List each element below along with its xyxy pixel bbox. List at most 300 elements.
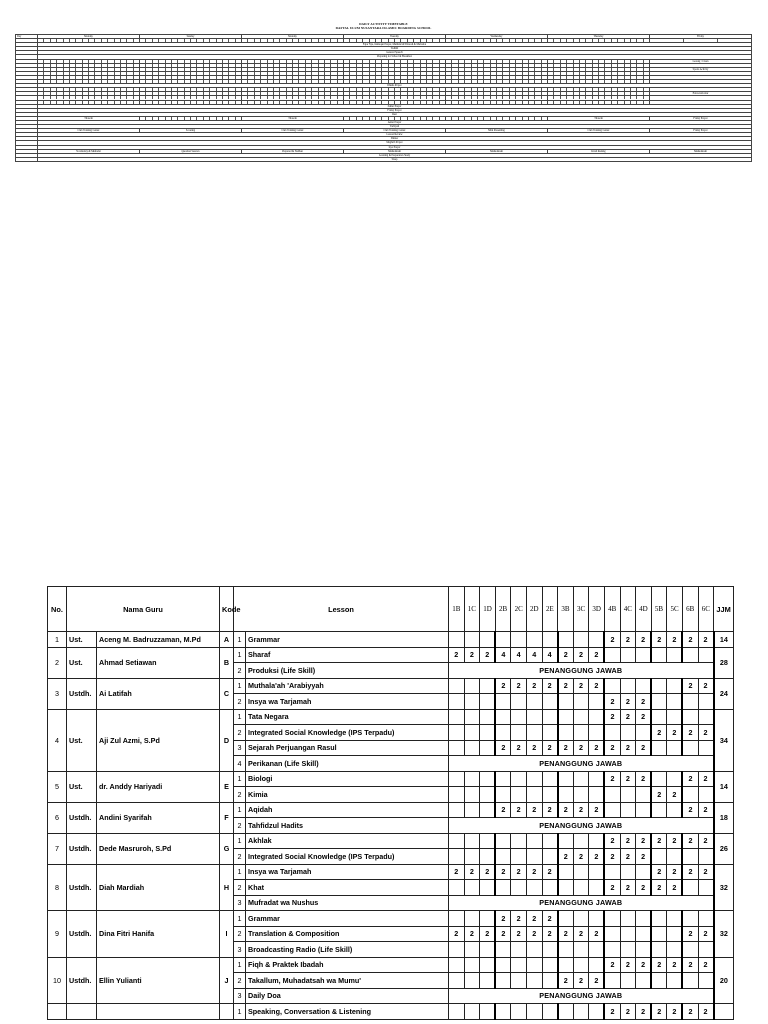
hours-cell: 2 [620,694,636,710]
hours-cell [667,694,683,710]
hours-cell: 2 [682,957,698,973]
hours-cell: 2 [526,926,542,942]
hours-cell [480,771,496,787]
hours-cell [495,942,511,958]
hours-cell [620,678,636,694]
hours-cell: 2 [558,973,574,989]
lesson-number: 2 [234,973,246,989]
teacher-number [48,1004,67,1020]
activity-cell: Lesson Review [38,133,752,137]
class-strip [344,80,446,84]
activity-cell: Dhuha Prayer [38,84,752,88]
teacher-code: D [220,709,234,771]
hours-cell [651,849,667,865]
hours-cell [589,632,605,648]
day-header: Day [16,35,38,39]
class-strip [242,92,344,96]
hours-cell [698,694,714,710]
hours-cell [542,957,558,973]
teacher-code: F [220,802,234,833]
responsible-note: PENANGGUNG JAWAB [449,663,714,679]
hours-cell [620,911,636,927]
hours-cell [480,678,496,694]
lesson-number: 3 [234,740,246,756]
class-strip [140,100,242,104]
hours-cell: 2 [526,802,542,818]
activity-cell: Extracurricular [650,92,752,96]
header-class: 4B [604,587,620,632]
hours-cell [667,740,683,756]
header-class: 2C [511,587,527,632]
class-strip [140,92,242,96]
lesson-number: 2 [234,880,246,896]
lesson-number: 1 [234,678,246,694]
hours-cell [667,926,683,942]
teacher-number: 3 [48,678,67,709]
hours-cell [573,725,589,741]
hours-cell: 2 [558,647,574,663]
header-class: 1B [449,587,465,632]
hours-cell: 2 [620,771,636,787]
hours-cell [682,880,698,896]
teacher-number: 7 [48,833,67,864]
hours-cell [651,802,667,818]
lesson-name: Tata Negara [246,709,449,725]
hours-cell: 2 [589,973,605,989]
hours-cell [636,973,652,989]
hours-cell: 2 [636,771,652,787]
hours-cell [620,647,636,663]
hours-cell: 2 [604,771,620,787]
hours-cell [480,787,496,803]
hours-cell [589,957,605,973]
hours-cell: 2 [604,849,620,865]
hours-cell [542,694,558,710]
lesson-number: 2 [234,663,246,679]
hours-cell [464,911,480,927]
hours-cell [667,678,683,694]
hours-cell: 2 [495,740,511,756]
hours-cell: 2 [464,864,480,880]
class-strip [446,88,548,92]
hours-cell: 2 [573,849,589,865]
activity-cell: Zuhur Prayer [38,104,752,108]
hours-cell [511,957,527,973]
class-strip [140,59,242,63]
table-row [48,833,734,849]
hours-cell [604,926,620,942]
hours-cell [526,833,542,849]
class-strip [446,63,548,67]
timetable-row [16,157,752,161]
activity-cell: Club Training Center [548,129,650,133]
hours-cell [449,849,465,865]
activity-cell: Muhadatsah [344,149,446,153]
hours-cell [573,957,589,973]
hours-cell [604,647,620,663]
lesson-name: Akhlak [246,833,449,849]
hours-cell: 2 [698,1004,714,1020]
teacher-name: Ellin Yulianti [97,957,220,1004]
hours-cell [558,942,574,958]
class-strip [38,59,140,63]
timetable-grid [15,34,752,162]
teacher-jjm: 32 [714,911,734,958]
hours-cell [573,632,589,648]
table-row [48,709,734,725]
hours-cell [698,942,714,958]
responsible-note: PENANGGUNG JAWAB [449,895,714,911]
table-row [48,678,734,694]
hours-cell: 2 [558,802,574,818]
activity-cell: General Speech [38,51,752,55]
lesson-number: 3 [234,988,246,1004]
hours-cell [480,957,496,973]
class-strip [38,71,140,75]
teacher-name: Aceng M. Badruzzaman, M.Pd [97,632,220,648]
activity-cell: Vocabulary & Mufradat [38,149,140,153]
hours-cell [449,678,465,694]
class-strip [242,63,344,67]
hours-cell [449,694,465,710]
hours-cell: 2 [636,632,652,648]
hours-cell [558,911,574,927]
class-strip [140,39,242,43]
hours-cell [526,694,542,710]
lesson-name: Daily Doa [246,988,449,1004]
hours-cell: 2 [636,740,652,756]
hours-cell [589,771,605,787]
hours-cell [620,864,636,880]
hours-cell [573,833,589,849]
class-strip [446,100,548,104]
hours-cell: 2 [620,833,636,849]
teacher-name: Dina Fitri Hanifa [97,911,220,958]
teacher-jjm: 26 [714,833,734,864]
hours-cell: 2 [682,632,698,648]
hours-cell [604,864,620,880]
hours-cell: 2 [511,926,527,942]
class-strip [344,75,446,79]
class-strip [38,63,140,67]
hours-cell [511,849,527,865]
header-class: 2E [542,587,558,632]
activity-cell: Preparing for School & Breakfast [38,55,752,59]
class-strip [548,71,650,75]
responsible-note: PENANGGUNG JAWAB [449,818,714,834]
hours-cell [464,880,480,896]
class-strip [548,75,650,79]
activity-cell: Mini Presenting [446,129,548,133]
hours-cell [449,802,465,818]
hours-cell [636,802,652,818]
lesson-name: Sharaf [246,647,449,663]
teacher-title: Ustdh. [67,833,97,864]
hours-cell [604,787,620,803]
hours-cell: 2 [542,802,558,818]
hours-cell: 2 [620,880,636,896]
class-strip [140,116,242,120]
hours-cell: 2 [667,787,683,803]
hours-cell [511,771,527,787]
hours-cell [449,740,465,756]
hours-cell [573,880,589,896]
hours-cell: 2 [542,740,558,756]
hours-cell [651,709,667,725]
hours-cell: 2 [636,880,652,896]
hours-cell [464,849,480,865]
hours-cell [464,771,480,787]
lesson-name: Kimia [246,787,449,803]
hours-cell [542,833,558,849]
hours-cell [558,771,574,787]
hours-cell [495,833,511,849]
hours-cell [558,864,574,880]
hours-cell [667,771,683,787]
hours-cell [682,849,698,865]
hours-cell [511,787,527,803]
class-strip [446,96,548,100]
hours-cell: 2 [636,1004,652,1020]
hours-cell: 2 [682,725,698,741]
teacher-title: Ustdh. [67,678,97,709]
class-strip [548,88,650,92]
class-strip [548,63,650,67]
hours-cell [682,787,698,803]
hours-cell: 2 [495,911,511,927]
class-strip [344,63,446,67]
hours-cell [620,725,636,741]
hours-cell [495,709,511,725]
hours-cell [620,926,636,942]
lesson-name: Mufradat wa Nushus [246,895,449,911]
hours-cell: 2 [636,709,652,725]
hours-cell [636,647,652,663]
class-strip [140,63,242,67]
lesson-number: 2 [234,725,246,741]
hours-cell: 2 [511,911,527,927]
hours-cell [573,709,589,725]
hours-cell: 2 [604,694,620,710]
class-strip [548,67,650,71]
hours-cell: 2 [573,926,589,942]
teacher-name [97,1004,220,1020]
hours-cell [573,694,589,710]
teacher-title: Ustdh. [67,864,97,911]
teacher-code: B [220,647,234,678]
teacher-schedule [47,586,733,1020]
hours-cell: 2 [698,725,714,741]
teacher-title: Ust. [67,632,97,648]
hours-cell: 2 [604,1004,620,1020]
activity-cell: Kitab Kuning [548,149,650,153]
hours-cell [636,911,652,927]
header-class: 4C [620,587,636,632]
hours-cell [449,632,465,648]
hours-cell [589,880,605,896]
hours-cell [558,725,574,741]
hours-cell [542,771,558,787]
teacher-jjm: 34 [714,709,734,771]
hours-cell [604,802,620,818]
hours-cell: 2 [480,864,496,880]
day-label: Tuesday [344,35,446,39]
lesson-name: Insya wa Tarjamah [246,694,449,710]
hours-cell [667,647,683,663]
hours-cell [526,942,542,958]
hours-cell: 2 [636,849,652,865]
hours-cell [636,725,652,741]
hours-cell [682,694,698,710]
hours-cell: 2 [589,926,605,942]
teacher-jjm: 24 [714,678,734,709]
hours-cell [558,1004,574,1020]
class-strip [446,116,548,120]
hours-cell: 2 [495,802,511,818]
hours-cell [542,880,558,896]
hours-cell [449,973,465,989]
hours-cell [449,880,465,896]
header-code: Kode [220,587,234,632]
teacher-code: H [220,864,234,911]
table-row [48,771,734,787]
teacher-jjm: 20 [714,957,734,1004]
hours-cell [651,942,667,958]
class-strip [548,80,650,84]
hours-cell: 4 [526,647,542,663]
time-slot [16,157,38,161]
hours-cell [495,880,511,896]
hours-cell [636,926,652,942]
class-strip [242,75,344,79]
lesson-number: 1 [234,771,246,787]
table-row [48,911,734,927]
hours-cell [542,942,558,958]
lesson-number: 4 [234,756,246,772]
hours-cell [511,694,527,710]
class-strip [446,71,548,75]
class-strip [344,88,446,92]
hours-cell [511,942,527,958]
hours-cell [526,1004,542,1020]
hours-cell [480,880,496,896]
teacher-code: C [220,678,234,709]
hours-cell: 2 [573,678,589,694]
teacher-jjm [714,1004,734,1020]
header-class: 4D [636,587,652,632]
hours-cell [682,647,698,663]
hours-cell: 2 [495,926,511,942]
hours-cell [526,957,542,973]
hours-cell [464,678,480,694]
hours-cell: 2 [651,725,667,741]
hours-cell: 2 [589,647,605,663]
hours-cell: 2 [651,864,667,880]
hours-cell [480,942,496,958]
hours-cell: 2 [573,802,589,818]
hours-cell [573,864,589,880]
header-class: 3D [589,587,605,632]
hours-cell [511,880,527,896]
hours-cell [573,1004,589,1020]
hours-cell: 2 [511,678,527,694]
hours-cell [542,725,558,741]
hours-cell: 2 [651,880,667,896]
hours-cell [449,1004,465,1020]
hours-cell: 2 [558,926,574,942]
class-strip [140,75,242,79]
activity-cell: Muhadatsah [446,149,548,153]
hours-cell: 2 [449,864,465,880]
lesson-name: Integrated Social Knowledge (IPS Terpadu) [246,725,449,741]
lesson-name: Grammar [246,911,449,927]
class-strip [446,80,548,84]
hours-cell: 2 [667,833,683,849]
hours-cell [480,725,496,741]
hours-cell: 2 [589,802,605,818]
teacher-jjm: 14 [714,632,734,648]
class-strip [242,39,344,43]
class-strip [650,39,752,43]
teacher-code [220,1004,234,1020]
hours-cell: 2 [464,647,480,663]
hours-cell [651,740,667,756]
class-strip [140,67,242,71]
hours-cell: 2 [698,926,714,942]
teacher-title: Ust. [67,647,97,678]
activity-cell: Friday Prayer [38,108,752,112]
header-class: 3C [573,587,589,632]
class-strip [344,100,446,104]
hours-cell [542,632,558,648]
timetable-subtitle: DAFTAL ULUM NUSANTARA ISLAMIC BOARDING SCHOOL [335,26,432,30]
class-strip [548,92,650,96]
class-strip [38,92,140,96]
class-strip [38,100,140,104]
class-strip [38,39,140,43]
hours-cell [698,647,714,663]
lesson-name: Translation & Composition [246,926,449,942]
hours-cell [698,740,714,756]
hours-cell: 2 [511,802,527,818]
hours-cell [682,942,698,958]
hours-cell [464,957,480,973]
hours-cell [449,942,465,958]
timetable-row [16,63,752,67]
lesson-name: Biologi [246,771,449,787]
lesson-number: 2 [234,849,246,865]
activity-cell: Rest [38,112,752,116]
hours-cell [667,942,683,958]
teacher-jjm: 14 [714,771,734,802]
hours-cell [698,709,714,725]
hours-cell [480,740,496,756]
hours-cell: 2 [698,864,714,880]
hours-cell: 4 [495,647,511,663]
activity-cell: Club Training Center [38,129,140,133]
timetable-row [16,71,752,75]
class-strip [140,80,242,84]
teacher-code: E [220,771,234,802]
hours-cell [480,709,496,725]
lesson-number: 2 [234,787,246,803]
hours-cell: 2 [636,833,652,849]
hours-cell [558,632,574,648]
hours-cell: 2 [667,1004,683,1020]
teacher-title: Ustdh. [67,957,97,1004]
hours-cell [464,740,480,756]
hours-cell [651,911,667,927]
